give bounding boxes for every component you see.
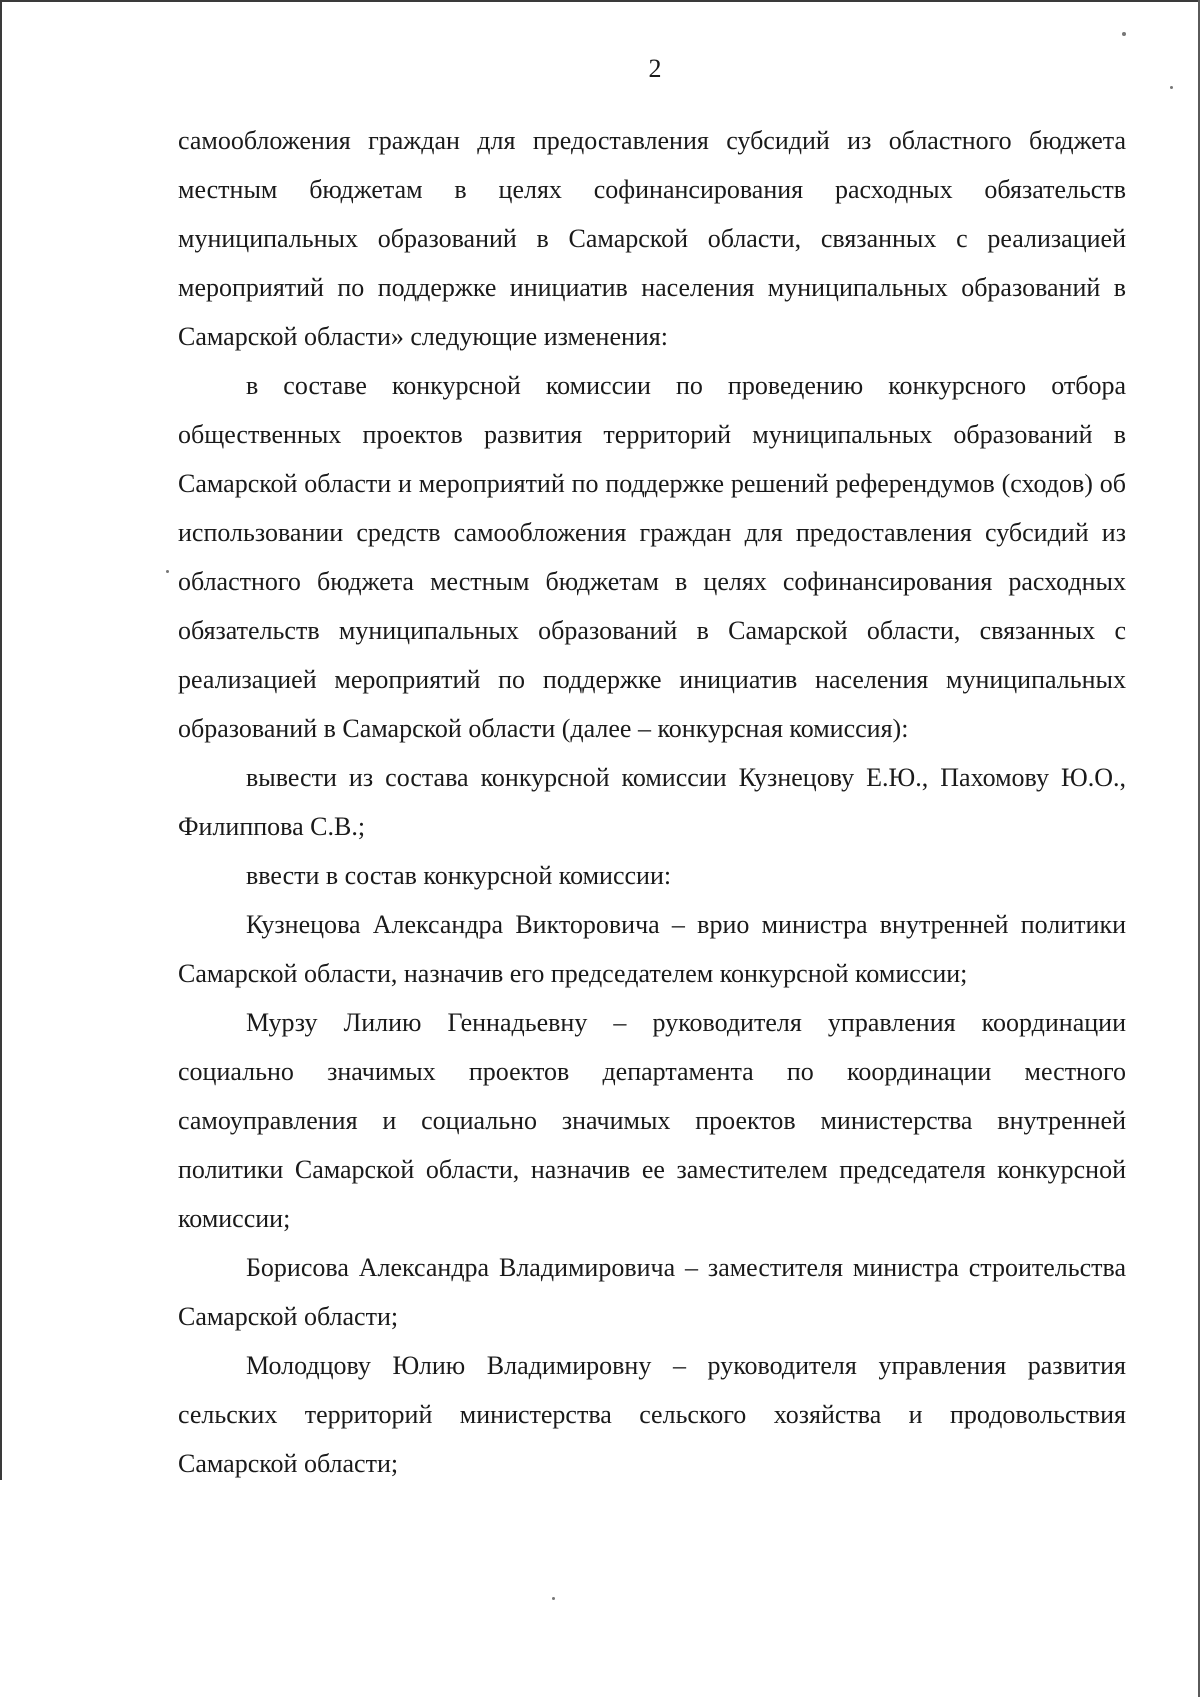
paragraph-commission-composition: в составе конкурсной комиссии по проведению конкурсного отбора общественных проектов развития территорий муниципальных образований в Самарской области и мероприятий по поддержке решений референдумов (сходов) об использовании средств самообложения граждан для предоставления субсидий из областного бюджета местным бюджетам в целях софинансирования расходных обязательств муниципальных образований в Самарской области, связанных с реализацией мероприятий по поддержке инициатив населения муниципальных образований в Самарской области (далее – конкурсная комиссия): bbox=[178, 371, 1126, 743]
scan-speck bbox=[166, 570, 169, 573]
paragraph-member-kuznetsov: Кузнецова Александра Викторовича – врио министра внутренней политики Самарской области, назначив его председателем конкурсной комиссии; bbox=[178, 910, 1126, 988]
paragraph-continuation: самообложения граждан для предоставления субсидий из областного бюджета местным бюджетам в целях софинансирования расходных обязательств муниципальных образований в Самарской области, связанных с реализацией мероприятий по поддержке инициатив населения муниципальных образований в Самарской области» следующие изменения: bbox=[178, 126, 1126, 351]
paragraph-member-murza: Мурзу Лилию Геннадьевну – руководителя управления координации социально значимых проектов департамента по координации местного самоуправления и социально значимых проектов министерства внутренней политики Самарской области, назначив ее заместителем председателя конкурсной комиссии; bbox=[178, 1008, 1126, 1233]
paragraph-member-borisov: Борисова Александра Владимировича – заместителя министра строительства Самарской области; bbox=[178, 1253, 1126, 1331]
scan-speck bbox=[1170, 86, 1173, 89]
document-body bbox=[178, 116, 1126, 1488]
scan-edge-top bbox=[0, 0, 1200, 2]
scan-speck bbox=[552, 1597, 555, 1600]
scan-edge-left bbox=[0, 0, 2, 1480]
scan-speck bbox=[1122, 32, 1126, 36]
paragraph-add-members-intro: ввести в состав конкурсной комиссии: bbox=[246, 861, 672, 890]
page-number: 2 bbox=[648, 54, 662, 83]
paragraph-member-molodtsova: Молодцову Юлию Владимировну – руководителя управления развития сельских территорий министерства сельского хозяйства и продовольствия Самарской области; bbox=[178, 1351, 1126, 1478]
paragraph-remove-members: вывести из состава конкурсной комиссии Кузнецову Е.Ю., Пахомову Ю.О., Филиппова С.В.; bbox=[178, 763, 1126, 841]
